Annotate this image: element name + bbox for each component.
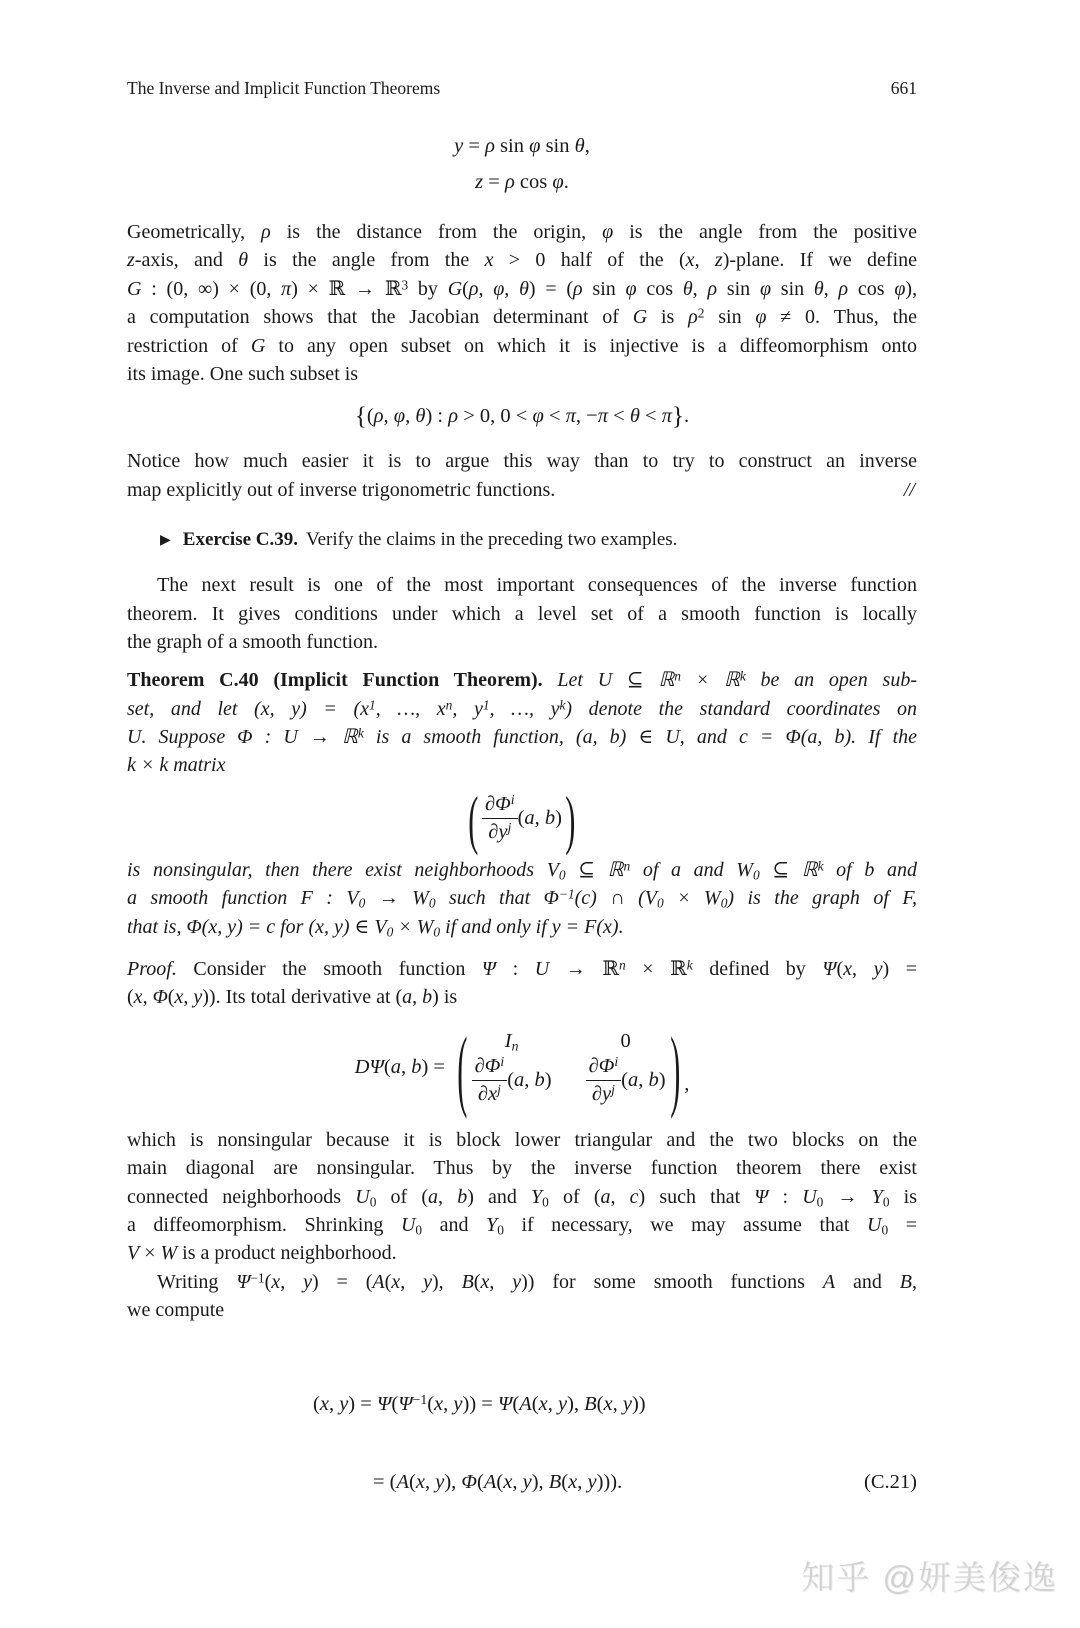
exercise-text: Verify the claims in the preceding two examples. <box>306 529 678 551</box>
equation-tag: (C.21) <box>864 1470 917 1493</box>
evaluation-point: (a, b) <box>507 1068 552 1091</box>
paragraph-nonsingular <box>127 1126 917 1268</box>
matrix-entry-21 <box>472 1055 552 1106</box>
equation-text: (x, $y) = \Psi(\Psi^{-1}(x$, y)) = Ψ(A(x, y), B(x, y)) <box>313 1391 646 1415</box>
text-line: is nonsingular, then there exist neighborhoods $V_0$ ⊆ ℝ$^n$ of a and $W_0$ ⊆ ℝ$^k$ of b and <box>127 858 917 883</box>
watermark: 知乎 @妍美俊逸 <box>801 1559 1058 1596</box>
matrix-entry-22 <box>586 1055 666 1106</box>
text-line: The next result is one of the most important consequences of the inverse function <box>127 574 917 597</box>
equation-lhs: DΨ(a, b) = <box>354 1056 445 1079</box>
text-line: Theorem C.40 (Implicit Function Theorem). Let U ⊆ ℝ$^n$ × ℝ$^k$ be an open sub- <box>127 668 917 692</box>
text-line: that is, Φ(x, y) = c for (x, y) ∈ $V_0 \times W_0$ if and only if y = F(x). <box>127 915 624 939</box>
paragraph-next-result <box>127 571 917 656</box>
text-line: a diffeomorphism. Shrinking $U_0$ and $Y_0$ if necessary, we may assume that $U_0$ = <box>127 1213 918 1238</box>
text-line: Notice how much easier it is to argue this way than to try to construct an inverse <box>127 450 917 473</box>
text-line: a smooth function F : $V_0 \to W_0$ such that $\Phi^{-1}(c)$ ∩ $(V_0 \times W_0)$ is the graph of F, <box>127 886 917 911</box>
partial-derivative-matrix-display <box>127 782 917 856</box>
running-header <box>127 78 917 98</box>
equation-y: y = ρ sin φ sin θ, <box>454 135 590 157</box>
paragraph-geometric <box>127 218 917 388</box>
text-line: theorem. It gives conditions under which a level set of a smooth function is locally <box>127 602 917 625</box>
fraction-numerator: $\partial\Phi^i$ <box>485 792 515 816</box>
text-line: map explicitly out of inverse trigonometric functions. // <box>127 478 915 501</box>
fraction-denominator: $\partial x^j$ <box>472 1080 508 1106</box>
page-number: 661 <box>890 78 917 98</box>
proof-paragraph <box>127 955 917 1012</box>
fraction-denominator: $\partial y^j$ <box>482 818 518 844</box>
text-line: G : (0, ∞) × (0, π) × ℝ → ℝ$^3$ by G(ρ, φ, θ) = (ρ sin φ cos θ, ρ sin φ sin θ, ρ cos φ), <box>127 277 918 300</box>
matrix-entry-11: $I_n$ <box>504 1029 519 1054</box>
left-paren: ( <box>468 781 479 856</box>
text-line: its image. One such subset is <box>127 362 359 385</box>
text-line: k × k matrix <box>127 754 226 777</box>
fraction <box>472 1055 508 1106</box>
evaluation-point: (a, b) <box>517 807 562 830</box>
trailing-comma: , <box>684 1072 690 1095</box>
fraction <box>586 1055 622 1106</box>
text-line: Geometrically, ρ is the distance from the origin, φ is the angle from the positive <box>127 221 917 243</box>
fraction-numerator: $\partial\Phi^i$ <box>474 1054 505 1077</box>
equation-text: = (A(x, y), Φ(A(x, y), B(x, y))). <box>373 1470 623 1493</box>
exercise-c39 <box>127 528 917 553</box>
paragraph-writing <box>127 1268 917 1325</box>
fraction-numerator: $\partial\Phi^i$ <box>588 1054 619 1077</box>
fraction-denominator: $\partial y^j$ <box>586 1080 622 1106</box>
text-line: we compute <box>127 1299 225 1322</box>
text-line: a computation shows that the Jacobian determinant of G is $\rho^2$ sin φ ≠ 0. Thus, the <box>127 305 917 329</box>
text-line: U. Suppose Φ : U → ℝ$^k$ is a smooth function, (a, b) ∈ U, and c = Φ(a, b). If the <box>127 725 917 749</box>
text-line: set, and let (x, $y) = (x^1$, …, $x^n$, $y^1$, …, $y^k$) denote the standard coordinates on <box>127 697 917 720</box>
header-title: The Inverse and Implicit Function Theorems <box>127 78 441 98</box>
text-line: which is nonsingular because it is block lower triangular and the two blocks on the <box>127 1128 917 1151</box>
text-line: z-axis, and θ is the angle from the x > 0 half of the (x, z)-plane. If we define <box>127 249 918 272</box>
total-derivative-matrix-display <box>127 1018 917 1118</box>
set-equation: {(ρ, φ, θ) : ρ > 0, 0 < φ < π, −π < θ < π}. <box>354 403 690 431</box>
text-block <box>127 0 917 1497</box>
text-line: (x, Φ(x, y)). Its total derivative at (a, b) is <box>127 986 458 1009</box>
exercise-triangle-icon: ▶ <box>160 533 171 549</box>
paragraph-notice <box>127 447 917 504</box>
theorem-continuation <box>127 856 917 941</box>
text-line: V × W is a product neighborhood. <box>127 1242 397 1265</box>
matrix-entry <box>482 793 562 844</box>
matrix-grid <box>472 1030 666 1106</box>
equation-c21-line1 <box>127 1389 917 1419</box>
text-line: restriction of G to any open subset on which it is injective is a diffeomorphism onto <box>127 334 918 357</box>
exercise-label: Exercise C.39. <box>182 529 298 551</box>
fraction <box>482 793 518 844</box>
text-line: the graph of a smooth function. <box>127 630 379 653</box>
theorem-c40 <box>127 666 917 780</box>
text-line: connected neighborhoods $U_0$ of (a, b) and $Y_0$ of (a, c) such that Ψ : $U_0 \to Y_0$ is <box>127 1185 918 1209</box>
right-paren: ) <box>565 781 576 856</box>
matrix-entry-12: 0 <box>620 1029 631 1052</box>
text-line: Writing $\Psi^{-1}(x$, y) = (A(x, y), B(x, y)) for some smooth functions A and B, <box>127 1270 917 1293</box>
left-paren: ( <box>457 1016 468 1120</box>
text-line: Proof. Consider the smooth function Ψ : U → ℝ$^n$ × ℝ$^k$ defined by Ψ(x, y) = <box>127 957 917 981</box>
equation-c21-line2 <box>127 1467 917 1497</box>
equation-z: z = ρ cos φ. <box>475 171 569 193</box>
right-paren: ) <box>669 1016 680 1120</box>
text-line: main diagonal are nonsingular. Thus by the inverse function theorem there exist <box>127 1157 917 1180</box>
evaluation-point: (a, b) <box>621 1068 666 1091</box>
